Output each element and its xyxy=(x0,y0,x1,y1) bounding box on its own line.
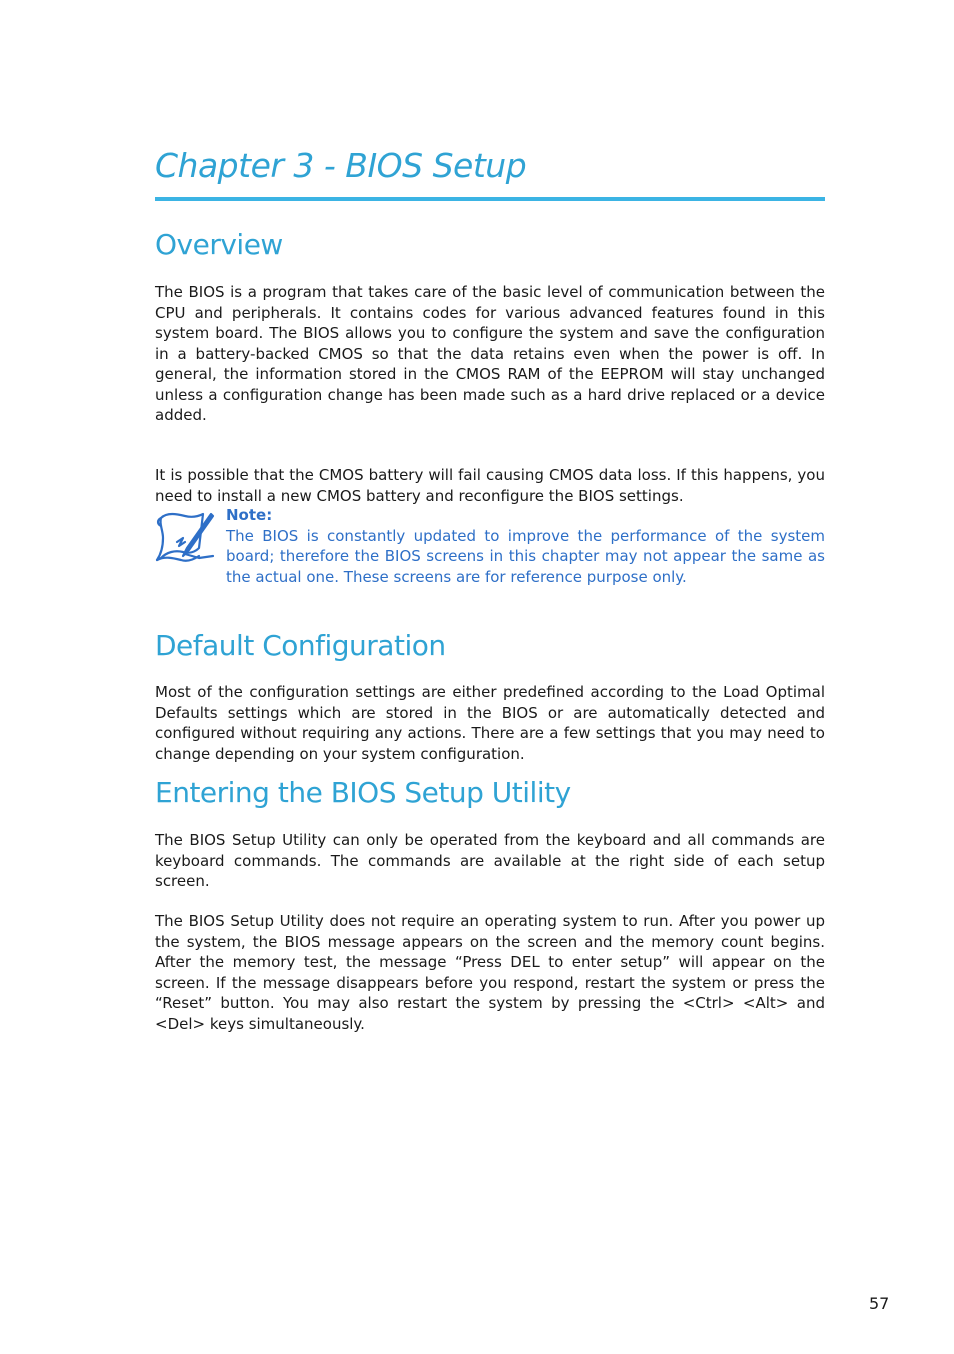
entering-bios-paragraph-2: The BIOS Setup Utility does not require an operating system to run. After you power up the system, the BIOS message appears on the screen and the memory count begins. After the memory test, the message “Press DEL to enter setup” will appear on the screen. If the message disappears before you respond, restart the system or press the “Reset” button. You may also restart the system by pressing the <Ctrl> <Alt> and <Del> keys simultaneously. xyxy=(155,912,825,1033)
note-label: Note: xyxy=(226,506,273,524)
page-number: 57 xyxy=(869,1294,890,1313)
note-callout xyxy=(226,505,825,587)
chapter-title: Chapter 3 - BIOS Setup xyxy=(155,146,527,185)
note-scroll-pen-icon xyxy=(155,508,217,566)
overview-paragraph-2: It is possible that the CMOS battery will fail causing CMOS data loss. If this happens, you need to install a new CMOS battery and reconfigure the BIOS settings. xyxy=(155,466,825,505)
entering-bios-paragraph-1: The BIOS Setup Utility can only be operated from the keyboard and all commands are keyboard commands. The commands are available at the right side of each setup screen. xyxy=(155,831,825,890)
overview-paragraph-1: The BIOS is a program that takes care of the basic level of communication between the CPU and peripherals. It contains codes for various advanced features found in this system board. The BIOS allows you to configure the system and save the configuration in a battery-backed CMOS so that the data retains even when the power is off. In general, the information stored in the CMOS RAM of the EEPROM will stay unchanged unless a configuration change has been made such as a hard drive replaced or a device added. xyxy=(155,283,825,424)
overview-heading: Overview xyxy=(155,228,283,261)
chapter-title-rule xyxy=(155,197,825,201)
entering-bios-heading: Entering the BIOS Setup Utility xyxy=(155,776,571,809)
default-configuration-paragraph: Most of the configuration settings are either predefined according to the Load Optimal Defaults settings which are stored in the BIOS or are automatically detected and configured without requiring any actions. There are a few settings that you may need to change depending on your system configuration. xyxy=(155,683,825,763)
default-configuration-heading: Default Configuration xyxy=(155,629,446,662)
note-text: The BIOS is constantly updated to improve the performance of the system board; therefore the BIOS screens in this chapter may not appear the same as the actual one. These screens are for reference purpose only. xyxy=(226,526,825,586)
